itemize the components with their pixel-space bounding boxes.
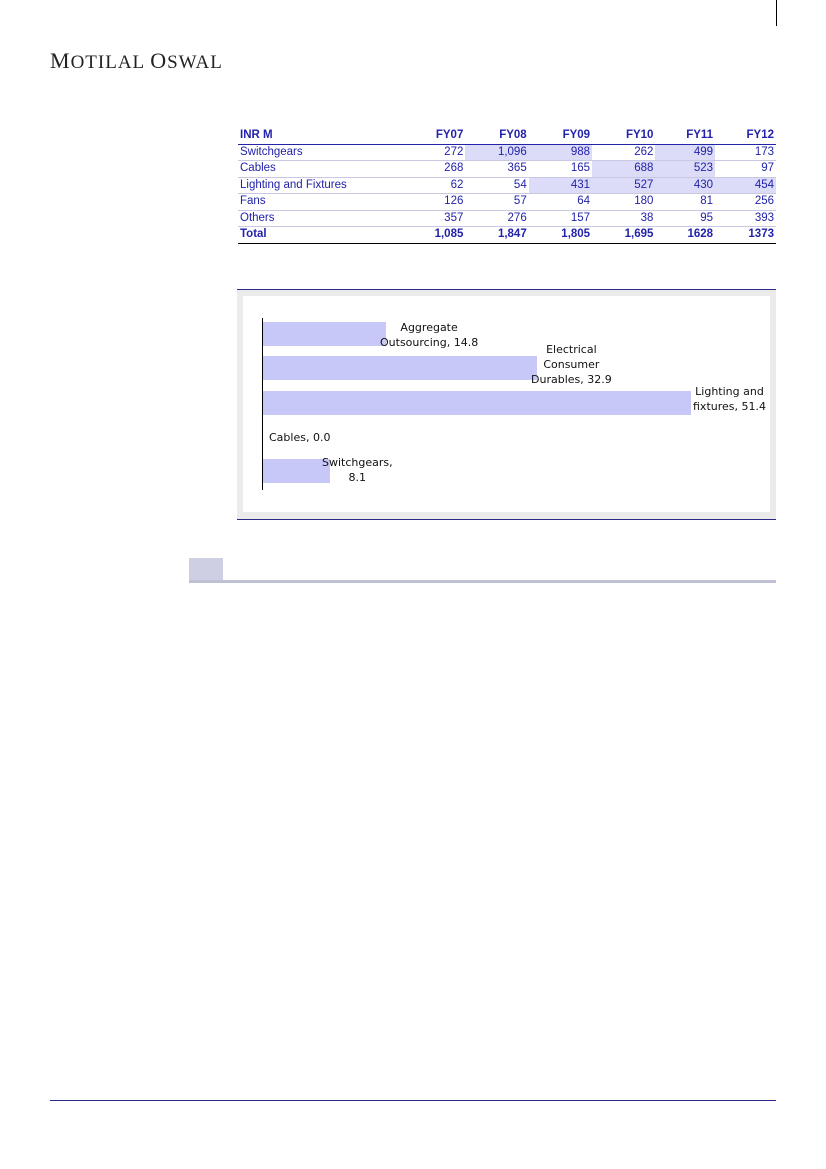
- row-label: Cables: [238, 161, 402, 178]
- col-header-fy11: FY11: [655, 128, 715, 144]
- row-label: Fans: [238, 194, 402, 211]
- table-cell: 688: [592, 161, 655, 178]
- table-cell: 180: [592, 194, 655, 211]
- table-cell: 272: [402, 144, 465, 161]
- table-header-row: [238, 128, 776, 144]
- table-cell: 988: [529, 144, 592, 161]
- table-cell: 262: [592, 144, 655, 161]
- col-header-unit: INR M: [238, 128, 402, 144]
- table-cell: 256: [715, 194, 776, 211]
- table-cell: 173: [715, 144, 776, 161]
- table-cell: 95: [655, 210, 715, 227]
- table-cell: 1,847: [465, 227, 528, 244]
- table-cell: 57: [465, 194, 528, 211]
- chart-data-label: Cables, 0.0: [269, 431, 331, 444]
- table-cell: 276: [465, 210, 528, 227]
- table-cell: 1,805: [529, 227, 592, 244]
- table-cell: 430: [655, 177, 715, 194]
- chart-data-label: Switchgears, 8.1: [322, 456, 393, 484]
- footer-divider: [50, 1100, 776, 1101]
- table-cell: 1,695: [592, 227, 655, 244]
- table-cell: 357: [402, 210, 465, 227]
- chart-data-label: Lighting and fixtures, 51.4: [693, 385, 766, 413]
- row-label: Others: [238, 210, 402, 227]
- table-cell: 64: [529, 194, 592, 211]
- table-cell: 126: [402, 194, 465, 211]
- table-cell: 523: [655, 161, 715, 178]
- table-row: [238, 177, 776, 194]
- table-cell: 499: [655, 144, 715, 161]
- chart-bar: [263, 356, 537, 380]
- table-cell: 1373: [715, 227, 776, 244]
- page-corner-mark: [776, 0, 777, 26]
- chart-bar: [263, 322, 386, 346]
- table-cell: 38: [592, 210, 655, 227]
- col-header-fy12: FY12: [715, 128, 776, 144]
- bar-chart: [243, 296, 770, 512]
- row-label: Lighting and Fixtures: [238, 177, 402, 194]
- col-header-fy09: FY09: [529, 128, 592, 144]
- table-row: [238, 144, 776, 161]
- revenue-table: [238, 128, 776, 244]
- table-cell: 62: [402, 177, 465, 194]
- table-cell: 54: [465, 177, 528, 194]
- chart-data-label: Electrical Consumer Durables, 32.9: [531, 343, 612, 386]
- row-label: Switchgears: [238, 144, 402, 161]
- col-header-fy10: FY10: [592, 128, 655, 144]
- section-header-box: [189, 558, 223, 581]
- col-header-fy07: FY07: [402, 128, 465, 144]
- table-cell: 454: [715, 177, 776, 194]
- table-cell: 431: [529, 177, 592, 194]
- table-cell: 393: [715, 210, 776, 227]
- table-cell: 527: [592, 177, 655, 194]
- table-cell: 365: [465, 161, 528, 178]
- table-total-row: [238, 227, 776, 244]
- chart-data-label: Aggregate Outsourcing, 14.8: [380, 321, 479, 349]
- table-cell: 268: [402, 161, 465, 178]
- chart-bar: [263, 391, 691, 415]
- table-cell: 1,085: [402, 227, 465, 244]
- table-cell: 157: [529, 210, 592, 227]
- section-divider: [189, 580, 776, 583]
- table-cell: 165: [529, 161, 592, 178]
- col-header-fy08: FY08: [465, 128, 528, 144]
- table-cell: 1,096: [465, 144, 528, 161]
- table-row: [238, 210, 776, 227]
- table-row: [238, 161, 776, 178]
- brand-logo: MOTILAL OSWAL: [50, 48, 223, 73]
- total-label: Total: [238, 227, 402, 244]
- chart-bar: [263, 459, 330, 483]
- table-cell: 1628: [655, 227, 715, 244]
- bar-chart-frame: [237, 289, 776, 520]
- table-cell: 81: [655, 194, 715, 211]
- table-row: [238, 194, 776, 211]
- table-cell: 97: [715, 161, 776, 178]
